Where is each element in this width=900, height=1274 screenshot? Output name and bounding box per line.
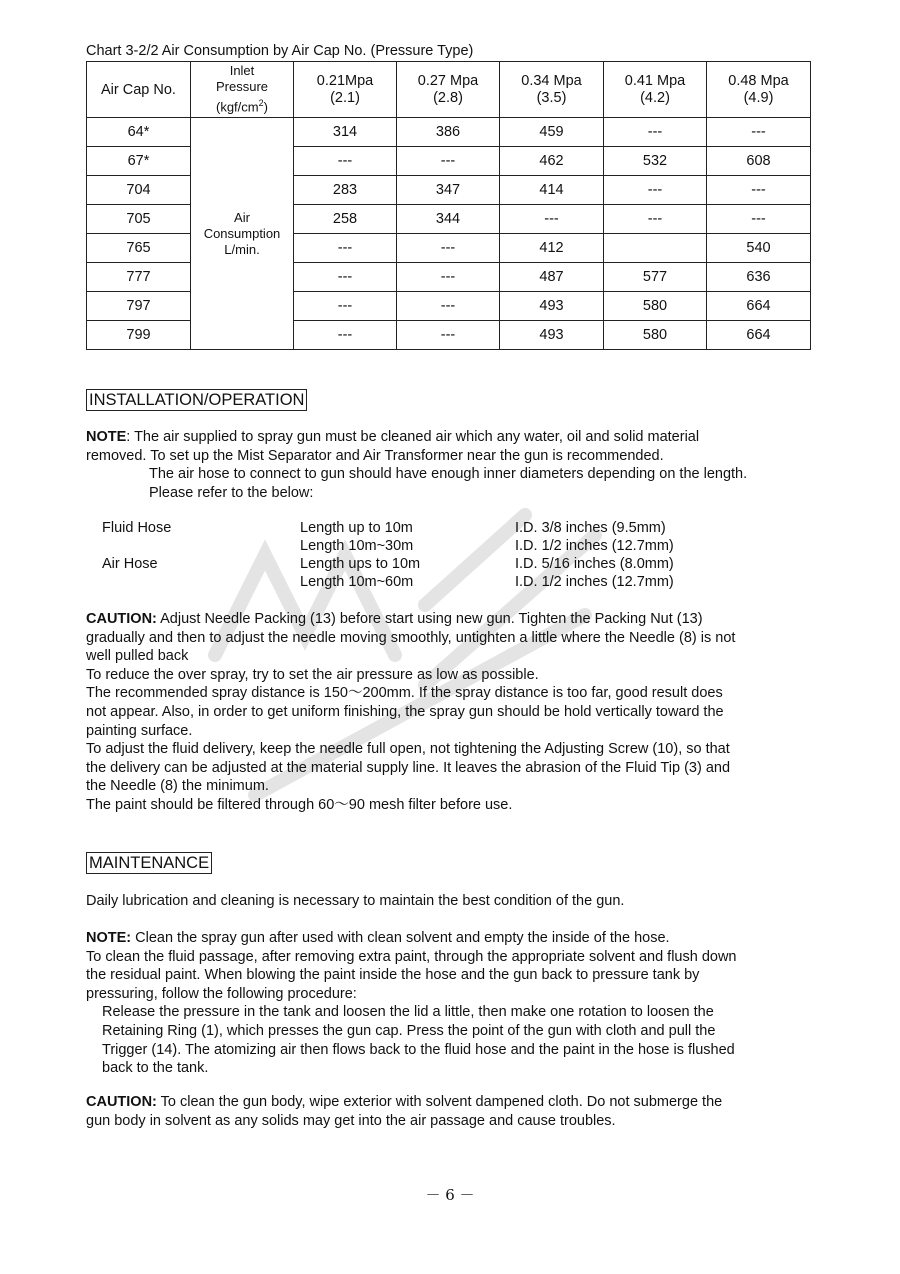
- header-inlet-pressure: [191, 62, 294, 118]
- hose-length: Length ups to 10m: [300, 556, 421, 572]
- value-cell: [604, 234, 707, 263]
- note-text: : The air supplied to spray gun must be cleaned air which any water, oil and solid material: [126, 429, 700, 445]
- note-line: To clean the fluid passage, after removing extra paint, through the appropriate solvent and flush down: [86, 948, 737, 965]
- air-cap-cell: 799: [87, 321, 191, 350]
- note-line: removed. To set up the Mist Separator and Air Transformer near the gun is recommended.: [86, 447, 664, 464]
- caution-line: The paint should be filtered through 60～90 mesh filter before use.: [86, 796, 513, 813]
- value-cell: 258: [294, 205, 397, 234]
- value-cell: ---: [604, 205, 707, 234]
- procedure-line: Trigger (14). The atomizing air then flows back to the fluid hose and the paint in the hose is flushed: [102, 1041, 735, 1058]
- value-cell: ---: [397, 321, 500, 350]
- caution-line: To reduce the over spray, try to set the air pressure as low as possible.: [86, 666, 539, 683]
- header-pressure: [500, 62, 604, 118]
- value-cell: 493: [500, 292, 604, 321]
- value-cell: 344: [397, 205, 500, 234]
- value-cell: 580: [604, 292, 707, 321]
- value-cell: 540: [707, 234, 811, 263]
- note-text: Clean the spray gun after used with clean solvent and empty the inside of the hose.: [131, 930, 670, 946]
- value-cell: 664: [707, 321, 811, 350]
- hose-id: I.D. 3/8 inches (9.5mm): [515, 520, 666, 536]
- caution-label: CAUTION:: [86, 611, 157, 627]
- procedure-line: Retaining Ring (1), which presses the gun cap. Press the point of the gun with cloth and pull the: [102, 1022, 716, 1039]
- caution-line: gradually and then to adjust the needle moving smoothly, untighten a little where the Needle (8) is not: [86, 629, 736, 646]
- page-number: － 6 －: [425, 1186, 475, 1204]
- value-cell: 664: [707, 292, 811, 321]
- note-line: [86, 428, 816, 447]
- caution-line: the Needle (8) the minimum.: [86, 778, 269, 795]
- value-cell: ---: [397, 234, 500, 263]
- note-line: [86, 929, 816, 948]
- value-cell: ---: [604, 176, 707, 205]
- value-cell: 314: [294, 118, 397, 147]
- header-inlet-close: ): [263, 99, 268, 115]
- header-pressure: [294, 62, 397, 118]
- header-inlet-unit: [191, 95, 293, 115]
- maintenance-daily: Daily lubrication and cleaning is necessary to maintain the best condition of the gun.: [86, 893, 625, 909]
- header-kgf: (2.1): [330, 89, 360, 106]
- value-cell: 636: [707, 263, 811, 292]
- header-mpa: 0.27 Mpa: [417, 72, 479, 89]
- header-pressure: [604, 62, 707, 118]
- value-cell: ---: [604, 118, 707, 147]
- caution-text: To clean the gun body, wipe exterior with solvent dampened cloth. Do not submerge the: [156, 1094, 723, 1110]
- caution-line: painting surface.: [86, 722, 193, 739]
- value-cell: ---: [294, 234, 397, 263]
- maintenance-heading: MAINTENANCE: [86, 852, 212, 874]
- header-kgf: (4.9): [743, 89, 774, 106]
- note-label: NOTE: [86, 429, 127, 445]
- note-line: pressuring, follow the following procedure:: [86, 985, 357, 1002]
- header-mpa: 0.41 Mpa: [624, 72, 686, 89]
- caution-line: [86, 1093, 816, 1112]
- header-mpa: 0.48 Mpa: [728, 72, 789, 89]
- installation-caution: [86, 610, 816, 815]
- hose-id: I.D. 5/16 inches (8.0mm): [515, 556, 674, 572]
- table-header-row: [87, 62, 811, 118]
- procedure-line: back to the tank.: [102, 1060, 209, 1077]
- air-consumption-label: [191, 118, 294, 350]
- air-cap-cell: 705: [87, 205, 191, 234]
- value-cell: ---: [500, 205, 604, 234]
- value-cell: 414: [500, 176, 604, 205]
- hose-length: Length 10m~30m: [300, 538, 414, 554]
- merged-label-line3: L/min.: [224, 241, 260, 257]
- header-inlet-line2: Pressure: [215, 79, 269, 95]
- chart-title: Chart 3-2/2 Air Consumption by Air Cap No. (Pressure Type): [86, 43, 474, 59]
- procedure-line: Release the pressure in the tank and loosen the lid a little, then make one rotation to loosen the: [102, 1004, 714, 1021]
- caution-line: well pulled back: [86, 648, 189, 665]
- value-cell: ---: [707, 118, 811, 147]
- header-kgf: (4.2): [640, 89, 670, 106]
- air-consumption-table: [86, 61, 811, 350]
- note-label: NOTE:: [86, 930, 132, 946]
- value-cell: ---: [294, 292, 397, 321]
- caution-line: not appear. Also, in order to get uniform finishing, the spray gun should be hold vertically toward the: [86, 703, 724, 720]
- air-cap-cell: 777: [87, 263, 191, 292]
- header-inlet-sup: 2: [258, 98, 264, 109]
- value-cell: ---: [397, 147, 500, 176]
- air-cap-cell: 765: [87, 234, 191, 263]
- value-cell: ---: [294, 321, 397, 350]
- note-line: Please refer to the below:: [149, 484, 314, 501]
- caution-line: The recommended spray distance is 150～200mm. If the spray distance is too far, good result does: [86, 685, 723, 702]
- caution-label: CAUTION:: [86, 1094, 157, 1110]
- value-cell: 493: [500, 321, 604, 350]
- header-kgf: (2.8): [433, 89, 463, 106]
- air-cap-cell: 704: [87, 176, 191, 205]
- merged-label-line1: Air: [234, 209, 250, 225]
- hose-length: Length up to 10m: [300, 520, 413, 536]
- hose-name: Fluid Hose: [102, 520, 172, 536]
- hose-name: Air Hose: [102, 556, 158, 572]
- hose-length: Length 10m~60m: [300, 574, 414, 590]
- header-pressure: [707, 62, 811, 118]
- value-cell: ---: [397, 263, 500, 292]
- header-mpa: 0.21Mpa: [316, 72, 374, 89]
- header-air-cap: Air Cap No.: [87, 62, 191, 118]
- value-cell: 386: [397, 118, 500, 147]
- note-line: the residual paint. When blowing the paint inside the hose and the gun back to pressure tank by: [86, 967, 700, 984]
- air-cap-cell: 797: [87, 292, 191, 321]
- caution-line: gun body in solvent as any solids may get into the air passage and cause troubles.: [86, 1112, 616, 1129]
- caution-line: the delivery can be adjusted at the material supply line. It leaves the abrasion of the Fluid Tip (3) and: [86, 759, 731, 776]
- header-inlet-line1: Inlet: [229, 63, 255, 79]
- maintenance-caution: [86, 1093, 816, 1130]
- value-cell: 459: [500, 118, 604, 147]
- caution-text: Adjust Needle Packing (13) before start using new gun. Tighten the Packing Nut (13): [156, 611, 703, 627]
- maintenance-note: [86, 929, 816, 1078]
- merged-label-line2: Consumption: [203, 225, 281, 241]
- caution-line: To adjust the fluid delivery, keep the needle full open, not tightening the Adjusting Screw (10), so that: [86, 741, 730, 758]
- value-cell: ---: [294, 147, 397, 176]
- header-inlet-unit-text: (kgf/cm: [216, 99, 259, 115]
- air-cap-cell: 64*: [87, 118, 191, 147]
- value-cell: 608: [707, 147, 811, 176]
- installation-heading: INSTALLATION/OPERATION: [86, 389, 307, 411]
- installation-note: [86, 428, 816, 502]
- note-line: The air hose to connect to gun should have enough inner diameters depending on the length.: [149, 466, 748, 483]
- value-cell: 487: [500, 263, 604, 292]
- header-kgf: (3.5): [536, 89, 567, 106]
- value-cell: 347: [397, 176, 500, 205]
- air-cap-cell: 67*: [87, 147, 191, 176]
- table-row: [87, 118, 811, 147]
- value-cell: 283: [294, 176, 397, 205]
- hose-id: I.D. 1/2 inches (12.7mm): [515, 574, 674, 590]
- value-cell: 532: [604, 147, 707, 176]
- value-cell: 577: [604, 263, 707, 292]
- value-cell: 412: [500, 234, 604, 263]
- value-cell: ---: [707, 205, 811, 234]
- value-cell: ---: [397, 292, 500, 321]
- caution-line: [86, 610, 816, 629]
- header-pressure: [397, 62, 500, 118]
- value-cell: ---: [707, 176, 811, 205]
- header-mpa: 0.34 Mpa: [521, 72, 582, 89]
- hose-id: I.D. 1/2 inches (12.7mm): [515, 538, 674, 554]
- value-cell: 580: [604, 321, 707, 350]
- value-cell: 462: [500, 147, 604, 176]
- value-cell: ---: [294, 263, 397, 292]
